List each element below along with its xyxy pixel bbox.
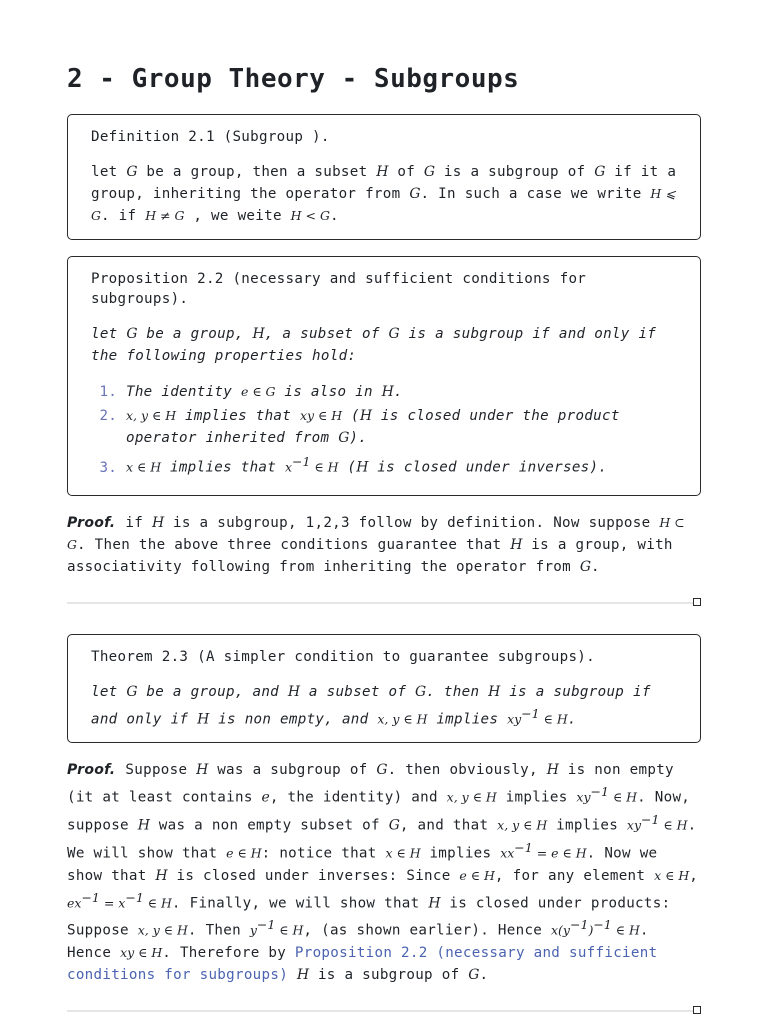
definition-box	[67, 114, 701, 240]
divider	[67, 1010, 693, 1012]
proposition-2-2-link[interactable]: Proposition 2.2 (necessary and sufficient conditions for subgroups)	[67, 945, 658, 984]
proof-label: Proof.	[67, 762, 116, 779]
page-title: 2 - Group Theory - Subgroups	[67, 64, 520, 94]
proposition-box	[67, 256, 701, 496]
definition-body: let G be a group, then a subset H of G is a subgroup of G if it a group, inheriting the operator from G. In such a case we write H ⩽ G. if H ≠ G , we weite H < G.	[91, 164, 677, 224]
list-item: 2. x, y ∈ H implies that xy ∈ H (H is closed under the product operator inherited from G).	[126, 405, 686, 449]
proposition-intro: let G be a group, H, a subset of G is a subgroup if and only if the following properties hold:	[91, 326, 657, 364]
proof-label: Proof.	[67, 514, 116, 531]
proposition-conditions-list	[91, 381, 686, 479]
proof-2: Proof. Suppose H was a subgroup of G. then obviously, H is non empty (it at least contains e, the identity) and x, y ∈ H implies $xy^{-1}$ ∈ H. Now, suppose H was a non empty subset of G, and that x, y ∈ H implies $xy^{-1}$ ∈ H. We will show that e ∈ H: notice that x ∈ H implies $xx^{-1} = e$ ∈ H. Now we show that H is closed under inverses: Since e ∈ H, for any element x ∈ H, $ex^{-1} = x^{-1}$ ∈ H. Finally, we will show that H is closed under products: Suppose x, y ∈ H. Then $y^{-1}$ ∈ H, (as shown earlier). Hence $x(y^{-1})^{-1}$ ∈ H. Hence xy ∈ H. Therefore by Proposition 2.2 (necessary and sufficient conditions for subgroups) H is a subgroup of G.	[67, 762, 699, 984]
qed-square-icon	[693, 1006, 701, 1014]
theorem-heading: Theorem 2.3 (A simpler condition to guarantee subgroups).	[91, 648, 595, 665]
proof-2-end	[67, 1004, 701, 1018]
list-item: 3. x ∈ H implies that $x^{-1}$ ∈ H (H is closed under inverses).	[126, 451, 686, 479]
definition-heading: Definition 2.1 (Subgroup ).	[91, 129, 330, 145]
proof-1: Proof. if H is a subgroup, 1,2,3 follow by definition. Now suppose H ⊂ G. Then the above three conditions guarantee that H is a group, with associativity following from inheriting the operator from G.	[67, 514, 685, 575]
proof-1-end	[67, 596, 701, 610]
qed-square-icon	[693, 598, 701, 606]
list-item: 1. The identity e ∈ G is also in H.	[126, 381, 686, 403]
divider	[67, 602, 693, 604]
theorem-box	[67, 634, 701, 744]
proposition-heading: Proposition 2.2 (necessary and sufficient conditions for subgroups).	[91, 271, 587, 307]
theorem-body: let G be a group, and H a subset of G. then H is a subgroup if and only if H is non empty, and x, y ∈ H implies $xy^{-1}$ ∈ H.	[91, 683, 651, 728]
